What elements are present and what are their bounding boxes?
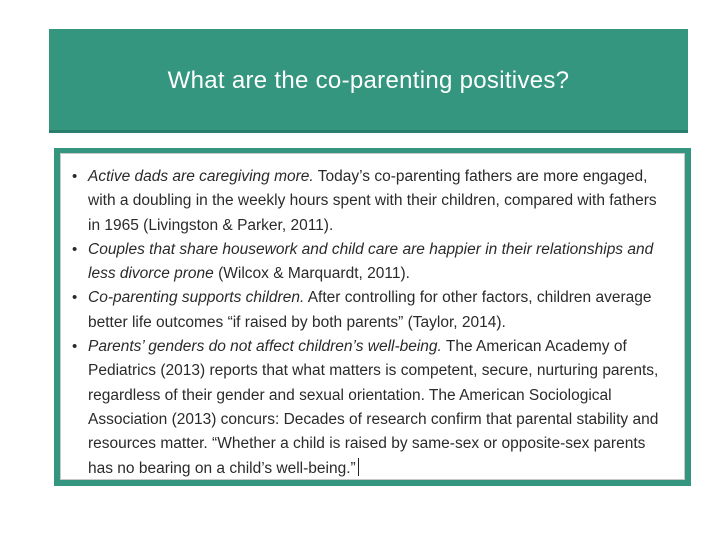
bullet-icon: • (72, 240, 78, 258)
bullet-icon: • (72, 289, 78, 307)
bullet-body: Today’s co-parenting fathers are more engaged, with a doubling in the weekly hours spent with their children, compared with fathers in 1965 (Livingston & Parker, 2011). (88, 168, 657, 234)
content-frame (54, 148, 691, 486)
list-item (71, 286, 670, 335)
text-cursor (358, 458, 359, 476)
bullet-lead: Active dads are caregiving more. (88, 168, 314, 185)
content-box (60, 153, 685, 480)
bullet-body: The American Academy of Pediatrics (2013) reports that what matters is competent, secure, nurturing parents, regardless of their gender and sexual orientation. The American Sociological Association (2013) concurs: Decades of research confirm that parental stability and resources matter. “Whether a child is raised by same-sex or opposite-sex parents has no bearing on a child’s well-being.” (88, 338, 659, 477)
bullet-list (71, 165, 670, 481)
bullet-body: After controlling for other factors, children average better life outcomes “if raised by both parents” (Taylor, 2014). (88, 289, 652, 331)
title-bar (49, 29, 688, 133)
bullet-icon: • (72, 168, 78, 185)
bullet-lead: Couples that share housework and child care are happier in their relationships and less divorce prone (88, 240, 654, 283)
list-item (71, 335, 670, 481)
bullet-lead: Parents’ genders do not affect children’s well-being. (88, 338, 442, 356)
slide-title: What are the co-parenting positives? (167, 67, 570, 94)
list-item (71, 238, 670, 287)
list-item (71, 165, 670, 238)
bullet-icon: • (72, 338, 78, 356)
bullet-body: (Wilcox & Marquardt, 2011). (213, 265, 410, 283)
bullet-lead: Co-parenting supports children. (88, 289, 305, 307)
